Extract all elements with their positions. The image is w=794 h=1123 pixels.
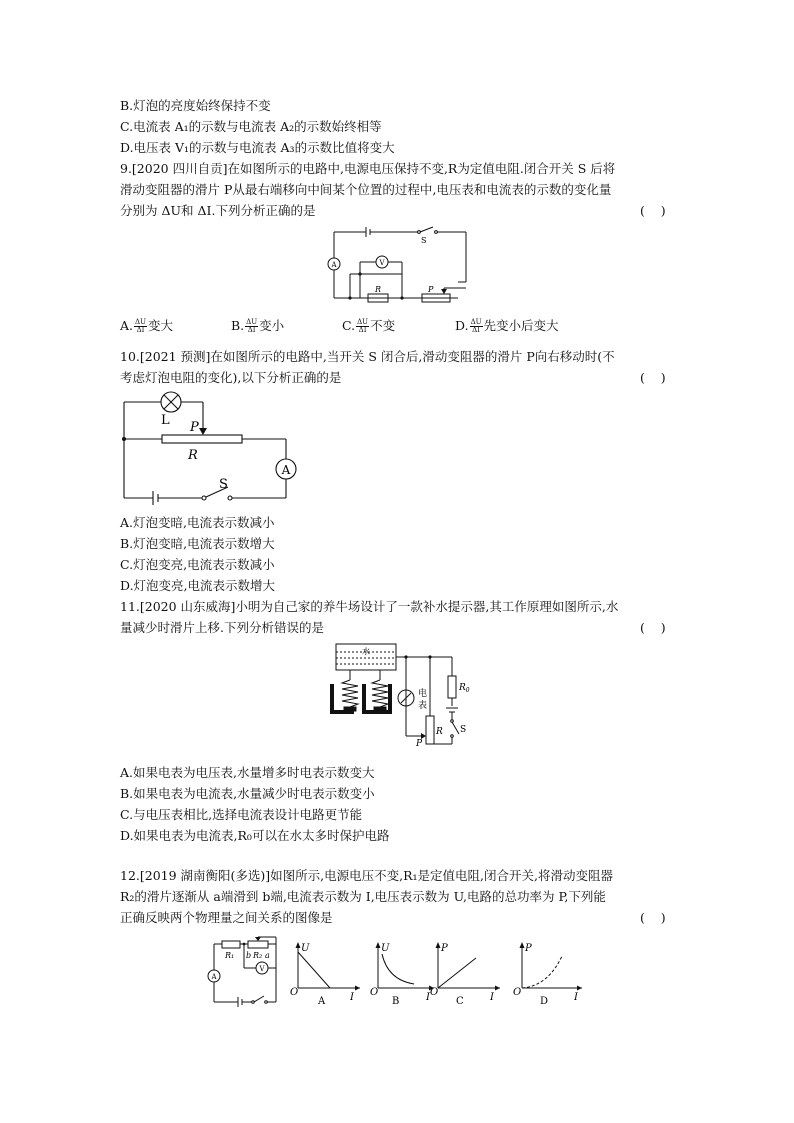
q10-answer-blank: ( ) — [640, 370, 666, 385]
svg-text:I: I — [350, 992, 354, 1003]
q12-circuit-diagram — [204, 936, 288, 1010]
q9-option-b: B. $\frac{\Delta U}{\Delta I}$ 变小 — [231, 318, 285, 334]
q12-graph-c-label: C — [456, 996, 464, 1007]
svg-text:O: O — [370, 987, 379, 998]
q10-stem-line2: 考虑灯泡电阻的变化),以下分析正确的是 — [120, 370, 342, 385]
q9-option-a: A. $\frac{\Delta U}{\Delta I}$ 变大 — [120, 318, 173, 334]
q11-r0-label: $R_0$ — [459, 683, 470, 694]
q12-graph-b-label: B — [392, 996, 400, 1007]
q9-option-c: C. $\frac{\Delta U}{\Delta I}$ 不变 — [342, 318, 396, 334]
svg-text:I: I — [574, 992, 578, 1003]
q9-switch-label: S — [421, 236, 427, 245]
q9-circuit-diagram — [320, 222, 480, 304]
q11-option-d: D.如果电表为电流表,R₀可以在水太多时保护电路 — [120, 828, 390, 843]
svg-text:O: O — [290, 987, 299, 998]
q12-r1-label: R₁ — [225, 951, 235, 960]
q11-switch-label: S — [460, 725, 467, 735]
q9-stem-line1: 9.[2020 四川自贡]在如图所示的电路中,电源电压保持不变,R为定值电阻.闭合开关 S 后将 — [120, 161, 616, 176]
q11-option-c: C.与电压表相比,选择电流表设计电路更节能 — [120, 807, 363, 822]
svg-text:U: U — [301, 943, 310, 954]
q9-slider-label: P — [428, 285, 434, 294]
q10-ammeter-label: A — [281, 463, 291, 477]
q12-graph-d — [508, 940, 588, 1008]
q12-graph-d-label: D — [540, 996, 549, 1007]
q12-r2-label: R₂ — [253, 951, 263, 960]
svg-text:I: I — [490, 992, 494, 1003]
q12-answer-blank: ( ) — [640, 910, 666, 925]
q9-answer-blank: ( ) — [640, 203, 666, 218]
q11-circuit-diagram — [322, 640, 472, 750]
q12-a-label: a — [265, 951, 270, 960]
svg-text:U: U — [381, 943, 390, 954]
q12-graph-a — [288, 940, 364, 1008]
q8-option-b: B.灯泡的亮度始终保持不变 — [120, 98, 271, 113]
q9-stem-line2: 滑动变阻器的滑片 P从最右端移向中间某个位置的过程中,电压表和电流表的示数的变化量 — [120, 182, 612, 197]
q10-option-b: B.灯泡变暗,电流表示数增大 — [120, 536, 275, 551]
q11-stem-line1: 11.[2020 山东威海]小明为自己家的养牛场设计了一款补水提示器,其工作原理如图所示,水 — [120, 599, 619, 614]
q11-option-b: B.如果电表为电流表,水量减少时电表示数变小 — [120, 786, 375, 801]
q11-resistor-label: R — [436, 727, 443, 737]
q10-stem-line1: 10.[2021 预测]在如图所示的电路中,当开关 S 闭合后,滑动变阻器的滑片 P向右移动时(不 — [120, 349, 615, 364]
q12-voltmeter-label: V — [259, 965, 265, 973]
q12-graph-a-label: A — [318, 996, 326, 1007]
q10-switch-label: S — [219, 477, 228, 492]
svg-text:O: O — [430, 987, 439, 998]
q10-option-d: D.灯泡变亮,电流表示数增大 — [120, 578, 276, 593]
q11-answer-blank: ( ) — [640, 620, 666, 635]
q8-option-d: D.电压表 V₁的示数与电流表 A₃的示数比值将变大 — [120, 140, 395, 155]
q10-option-a: A.灯泡变暗,电流表示数减小 — [120, 515, 275, 530]
svg-text:I: I — [426, 992, 430, 1003]
q11-slider-label: P — [416, 739, 423, 749]
q11-option-a: A.如果电表为电压表,水量增多时电表示数变大 — [120, 765, 375, 780]
svg-text:P: P — [441, 943, 448, 954]
q9-voltmeter-label: V — [379, 259, 385, 267]
q9-stem-line3: 分别为 ΔU和 ΔI.下列分析正确的是 — [120, 203, 316, 218]
q12-ammeter-label: A — [211, 973, 217, 981]
q8-option-c: C.电流表 A₁的示数与电流表 A₂的示数始终相等 — [120, 119, 382, 134]
svg-text:O: O — [513, 987, 522, 998]
q9-option-d: D. $\frac{\Delta U}{\Delta I}$ 先变小后变大 — [455, 318, 559, 334]
q11-meter-label-2: 表 — [418, 701, 428, 711]
q12-stem-line2: R₂的滑片逐渐从 a端滑到 b端,电流表示数为 I,电压表示数为 U,电路的总功率为 P,下列能 — [120, 889, 606, 904]
q11-stem-line2: 量减少时滑片上移.下列分析错误的是 — [120, 620, 324, 635]
q12-stem-line3: 正确反映两个物理量之间关系的图像是 — [120, 910, 333, 925]
q11-meter-label-1: 电 — [418, 689, 428, 699]
q12-stem-line1: 12.[2019 湖南衡阳(多选)]如图所示,电源电压不变,R₁是定值电阻,闭合开关,将滑动变阻器 — [120, 868, 613, 883]
q11-water-label: 水 — [362, 647, 370, 656]
q10-circuit-diagram — [118, 388, 300, 506]
q10-slider-label: P — [190, 420, 199, 435]
q10-resistor-label: R — [188, 448, 198, 463]
q12-b-label: b — [246, 951, 252, 960]
q9-ammeter-label: A — [331, 261, 337, 269]
q9-resistor-label: R — [375, 285, 382, 294]
svg-text:P: P — [525, 943, 532, 954]
q10-option-c: C.灯泡变亮,电流表示数减小 — [120, 557, 275, 572]
q12-graph-c — [428, 940, 504, 1008]
q10-lamp-label: L — [161, 413, 170, 428]
